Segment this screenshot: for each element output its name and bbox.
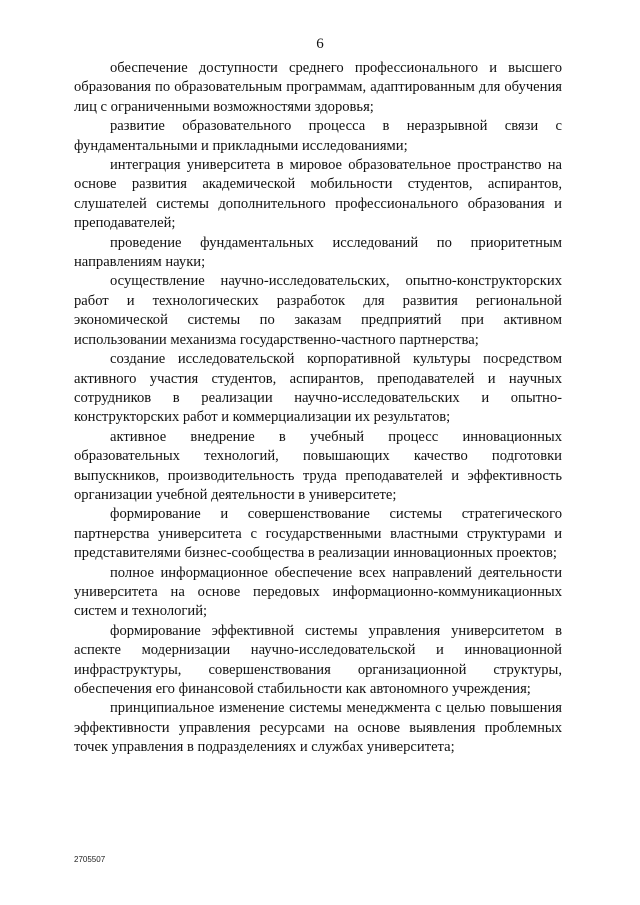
list-item: осуществление научно-исследовательских, опытно-конструкторских работ и технологических разработок для развития региональной экономической системы по заказам предприятий при активном использовании механизма государственно-частного партнерства;	[74, 273, 562, 348]
document-body	[74, 59, 562, 758]
list-item: активное внедрение в учебный процесс инновационных образовательных технологий, повышающих качество подготовки выпускников, производительность труда преподавателей и эффективность организации учебной деятельности в университете;	[74, 428, 562, 503]
list-item: полное информационное обеспечение всех направлений деятельности университета на основе передовых информационно-коммуникационных систем и технологий;	[74, 564, 562, 620]
list-item: формирование и совершенствование системы стратегического партнерства университета с государственными властными структурами и представителями бизнес-сообщества в реализации инновационных проектов;	[74, 506, 562, 562]
list-item: принципиальное изменение системы менеджмента с целью повышения эффективности управления ресурсами на основе выявления проблемных точек управления в подразделениях и службах университета;	[74, 700, 562, 756]
list-item: интеграция университета в мировое образовательное пространство на основе развития академической мобильности студентов, аспирантов, слушателей системы дополнительного профессионального образования и преподавателей;	[74, 157, 562, 232]
list-item: создание исследовательской корпоративной культуры посредством активного участия студентов, аспирантов, преподавателей и научных сотрудников в реализации научно-исследовательских и опытно-конструкторских работ и коммерциализации их результатов;	[74, 351, 562, 426]
list-item: формирование эффективной системы управления университетом в аспекте модернизации научно-исследовательской и инновационной инфраструктуры, совершенствования организационной структуры, обеспечения его финансовой стабильности как автономного учреждения;	[74, 622, 562, 697]
document-code: 2705507	[74, 855, 106, 864]
list-item: проведение фундаментальных исследований по приоритетным направлениям науки;	[74, 234, 562, 271]
list-item: развитие образовательного процесса в неразрывной связи с фундаментальными и прикладными исследованиями;	[74, 118, 562, 154]
page-number: 6	[316, 36, 324, 52]
list-item: обеспечение доступности среднего профессионального и высшего образования по образовательным программам, адаптированным для обучения лиц с ограниченными возможностями здоровья;	[74, 60, 562, 115]
